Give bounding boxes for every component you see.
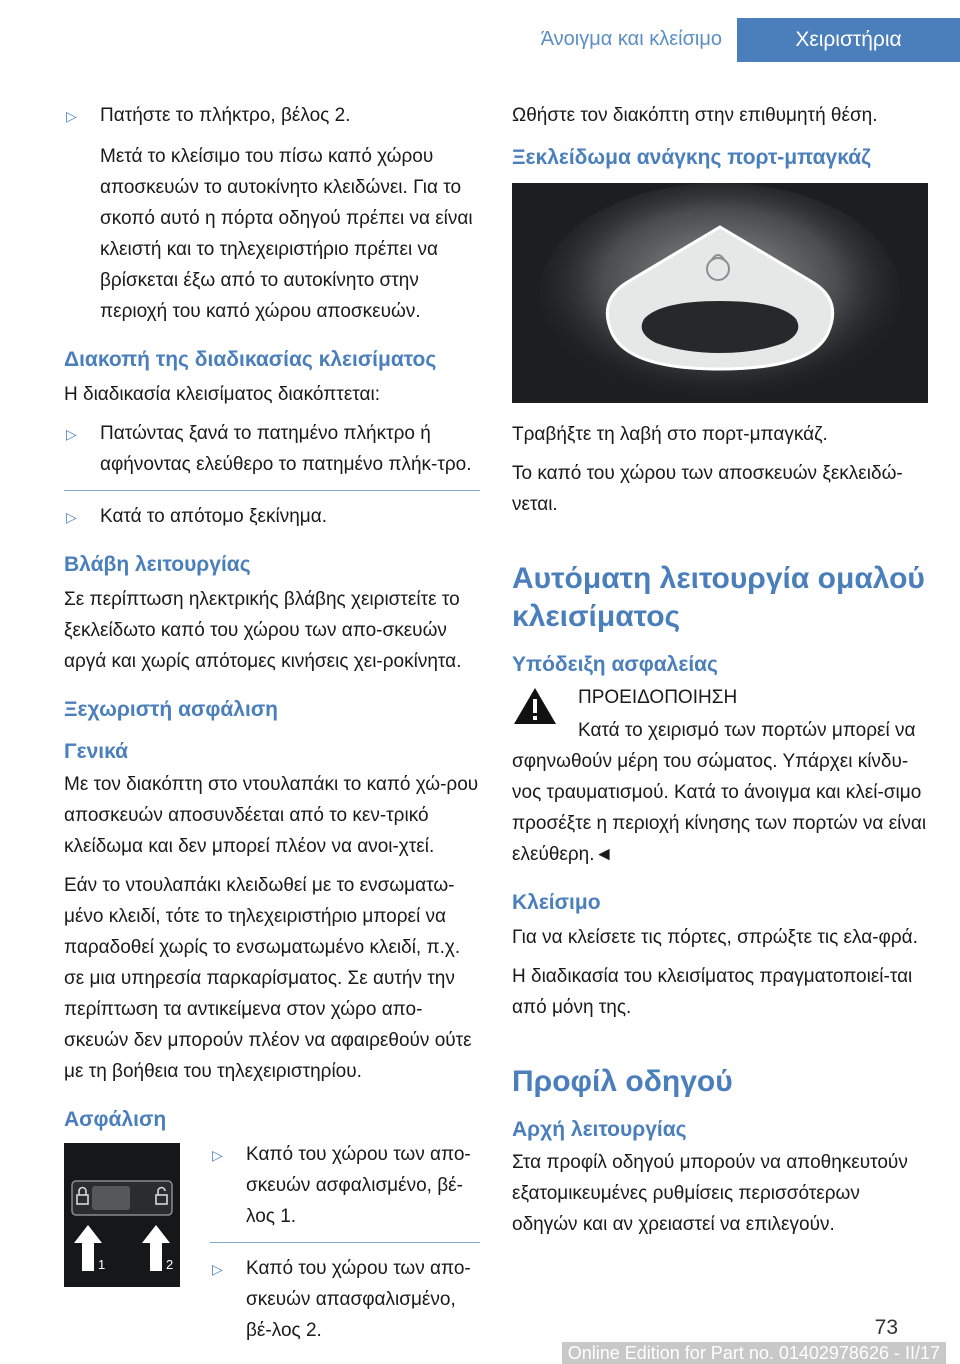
page-number: 73 (874, 1316, 898, 1339)
paragraph: Τραβήξτε τη λαβή στο πορτ-μπαγκάζ. (512, 424, 828, 445)
list-item (210, 1253, 480, 1346)
heading-safety: Υπόδειξη ασφαλείας (512, 653, 718, 676)
left-column (64, 100, 480, 1356)
heading-driver-profile: Προφίλ οδηγού (512, 1065, 733, 1098)
heading-interrupt: Διακοπή της διαδικασίας κλεισίματος (64, 348, 437, 371)
triangle-bullet-icon: ▷ (212, 1261, 223, 1277)
triangle-bullet-icon: ▷ (66, 509, 77, 525)
heading-general: Γενικά (64, 740, 129, 763)
heading-separate-lock: Ξεχωριστή ασφάλιση (64, 698, 279, 721)
divider (210, 1242, 480, 1243)
paragraph: Με τον διακόπτη στο ντουλαπάκι το καπό χώ-ρου αποσκευών αποσυνδέεται από το κεν-τρικό κλείδωμα και δεν μπορεί πλέον να ανοι-χτεί. (64, 774, 479, 857)
edition-note: Online Edition for Part no. 01402978626 - II/17 (562, 1342, 946, 1364)
list-item (210, 1139, 480, 1232)
emergency-handle-illustration (512, 183, 928, 403)
paragraph: Στα προφίλ οδηγού μπορούν να αποθηκευτούν εξατομικευμένες ρυθμίσεις περισσότερων οδηγών και αν χρειαστεί να επιλεγούν. (512, 1152, 908, 1235)
lock-switch-image (64, 1143, 180, 1287)
heading-fault: Βλάβη λειτουργίας (64, 553, 251, 576)
lock-bullets (210, 1139, 480, 1356)
arrow-1-label: 1 (98, 1257, 106, 1272)
warning-title: ΠΡΟΕΙΔΟΠΟΙΗΣΗ (578, 687, 738, 708)
arrow-2-label: 2 (166, 1257, 174, 1272)
heading-principle: Αρχή λειτουργίας (512, 1118, 687, 1141)
emergency-handle-image (512, 183, 928, 403)
paragraph: Μετά το κλείσιμο του πίσω καπό χώρου αποσκευών το αυτοκίνητο κλειδώνει. Για το σκοπό αυτό η πόρτα οδηγού πρέπει να είναι κλειστή και το τηλεχειριστήριο πρέπει να βρίσκεται έξω από το αυτοκίνητο στην περιοχή του καπό χώρου αποσκευών. (100, 146, 473, 322)
paragraph: Η διαδικασία του κλεισίματος πραγματοποιεί-ται από μόνη της. (512, 966, 913, 1018)
lock-section (64, 1139, 480, 1356)
paragraph: Η διαδικασία κλεισίματος διακόπτεται: (64, 384, 381, 405)
paragraph: Ωθήστε τον διακόπτη στην επιθυμητή θέση. (512, 105, 878, 126)
paragraph: Εάν το ντουλαπάκι κλειδωθεί με το ενσωματω-μένο κλειδί, τότε το τηλεχειριστήριο μπορεί να παραδοθεί χωρίς το ενσωματωμένο κλειδί, π.χ. σε μια υπηρεσία παρκαρίσματος. Σε αυτήν την περίπτωση τα αντικείμενα στον χώρο απο-σκευών δεν μπορούν πλέον να αφαιρεθούν ούτε με τη βοήθεια του τηλεχειριστηρίου. (64, 875, 472, 1082)
bullet-text: Πατήστε το πλήκτρο, βέλος 2. (100, 105, 351, 126)
right-column (512, 100, 928, 1248)
triangle-bullet-icon: ▷ (66, 108, 77, 124)
heading-closing: Κλείσιμο (512, 891, 601, 914)
paragraph: Το καπό του χώρου των αποσκευών ξεκλειδώ-νεται. (512, 463, 903, 515)
paragraph: Για να κλείσετε τις πόρτες, σπρώξτε τις ελα-φρά. (512, 927, 918, 948)
warning-triangle-icon (512, 686, 558, 726)
bullet-text: Καπό του χώρου των απο-σκευών ασφαλισμένο, βέ-λος 1. (246, 1144, 471, 1227)
bullet-text: Κατά το απότομο ξεκίνημα. (100, 506, 327, 527)
paragraph: Σε περίπτωση ηλεκτρικής βλάβης χειριστείτε το ξεκλείδωτο καπό του χώρου των απο-σκευών αργά και χωρίς απότομες κινήσεις χει-ροκίνητα. (64, 589, 462, 672)
bullet-text: Πατώντας ξανά το πατημένο πλήκτρο ή αφήνοντας ελεύθερο το πατημένο πλήκ-τρο. (100, 423, 472, 475)
divider (64, 490, 480, 491)
warning-block (512, 682, 928, 713)
header-section-title: Άνοιγμα και κλείσιμο (540, 28, 722, 50)
heading-soft-close: Αυτόματη λειτουργία ομαλού κλεισίματος (512, 562, 925, 633)
list-item (64, 418, 480, 480)
warning-text: Κατά το χειρισμό των πορτών μπορεί να σφηνωθούν μέρη του σώματος. Υπάρχει κίνδυ-νος τραυματισμού. Κατά το άνοιγμα και κλεί-σιμο προσέξτε η περιοχή κίνησης των πορτών να είναι ελεύθερη.◄ (512, 720, 927, 865)
list-item (64, 100, 480, 131)
heading-emergency-release: Ξεκλείδωμα ανάγκης πορτ-μπαγκάζ (512, 146, 871, 169)
heading-lock: Ασφάλιση (64, 1108, 167, 1131)
page-header (0, 0, 960, 62)
triangle-bullet-icon: ▷ (66, 426, 77, 442)
triangle-bullet-icon: ▷ (212, 1147, 223, 1163)
header-chapter-tab: Χειριστήρια (737, 18, 960, 62)
bullet-text: Καπό του χώρου των απο-σκευών απασφαλισμένο, βέ-λος 2. (246, 1258, 471, 1341)
list-item (64, 501, 480, 532)
lock-switch-illustration (64, 1143, 180, 1287)
